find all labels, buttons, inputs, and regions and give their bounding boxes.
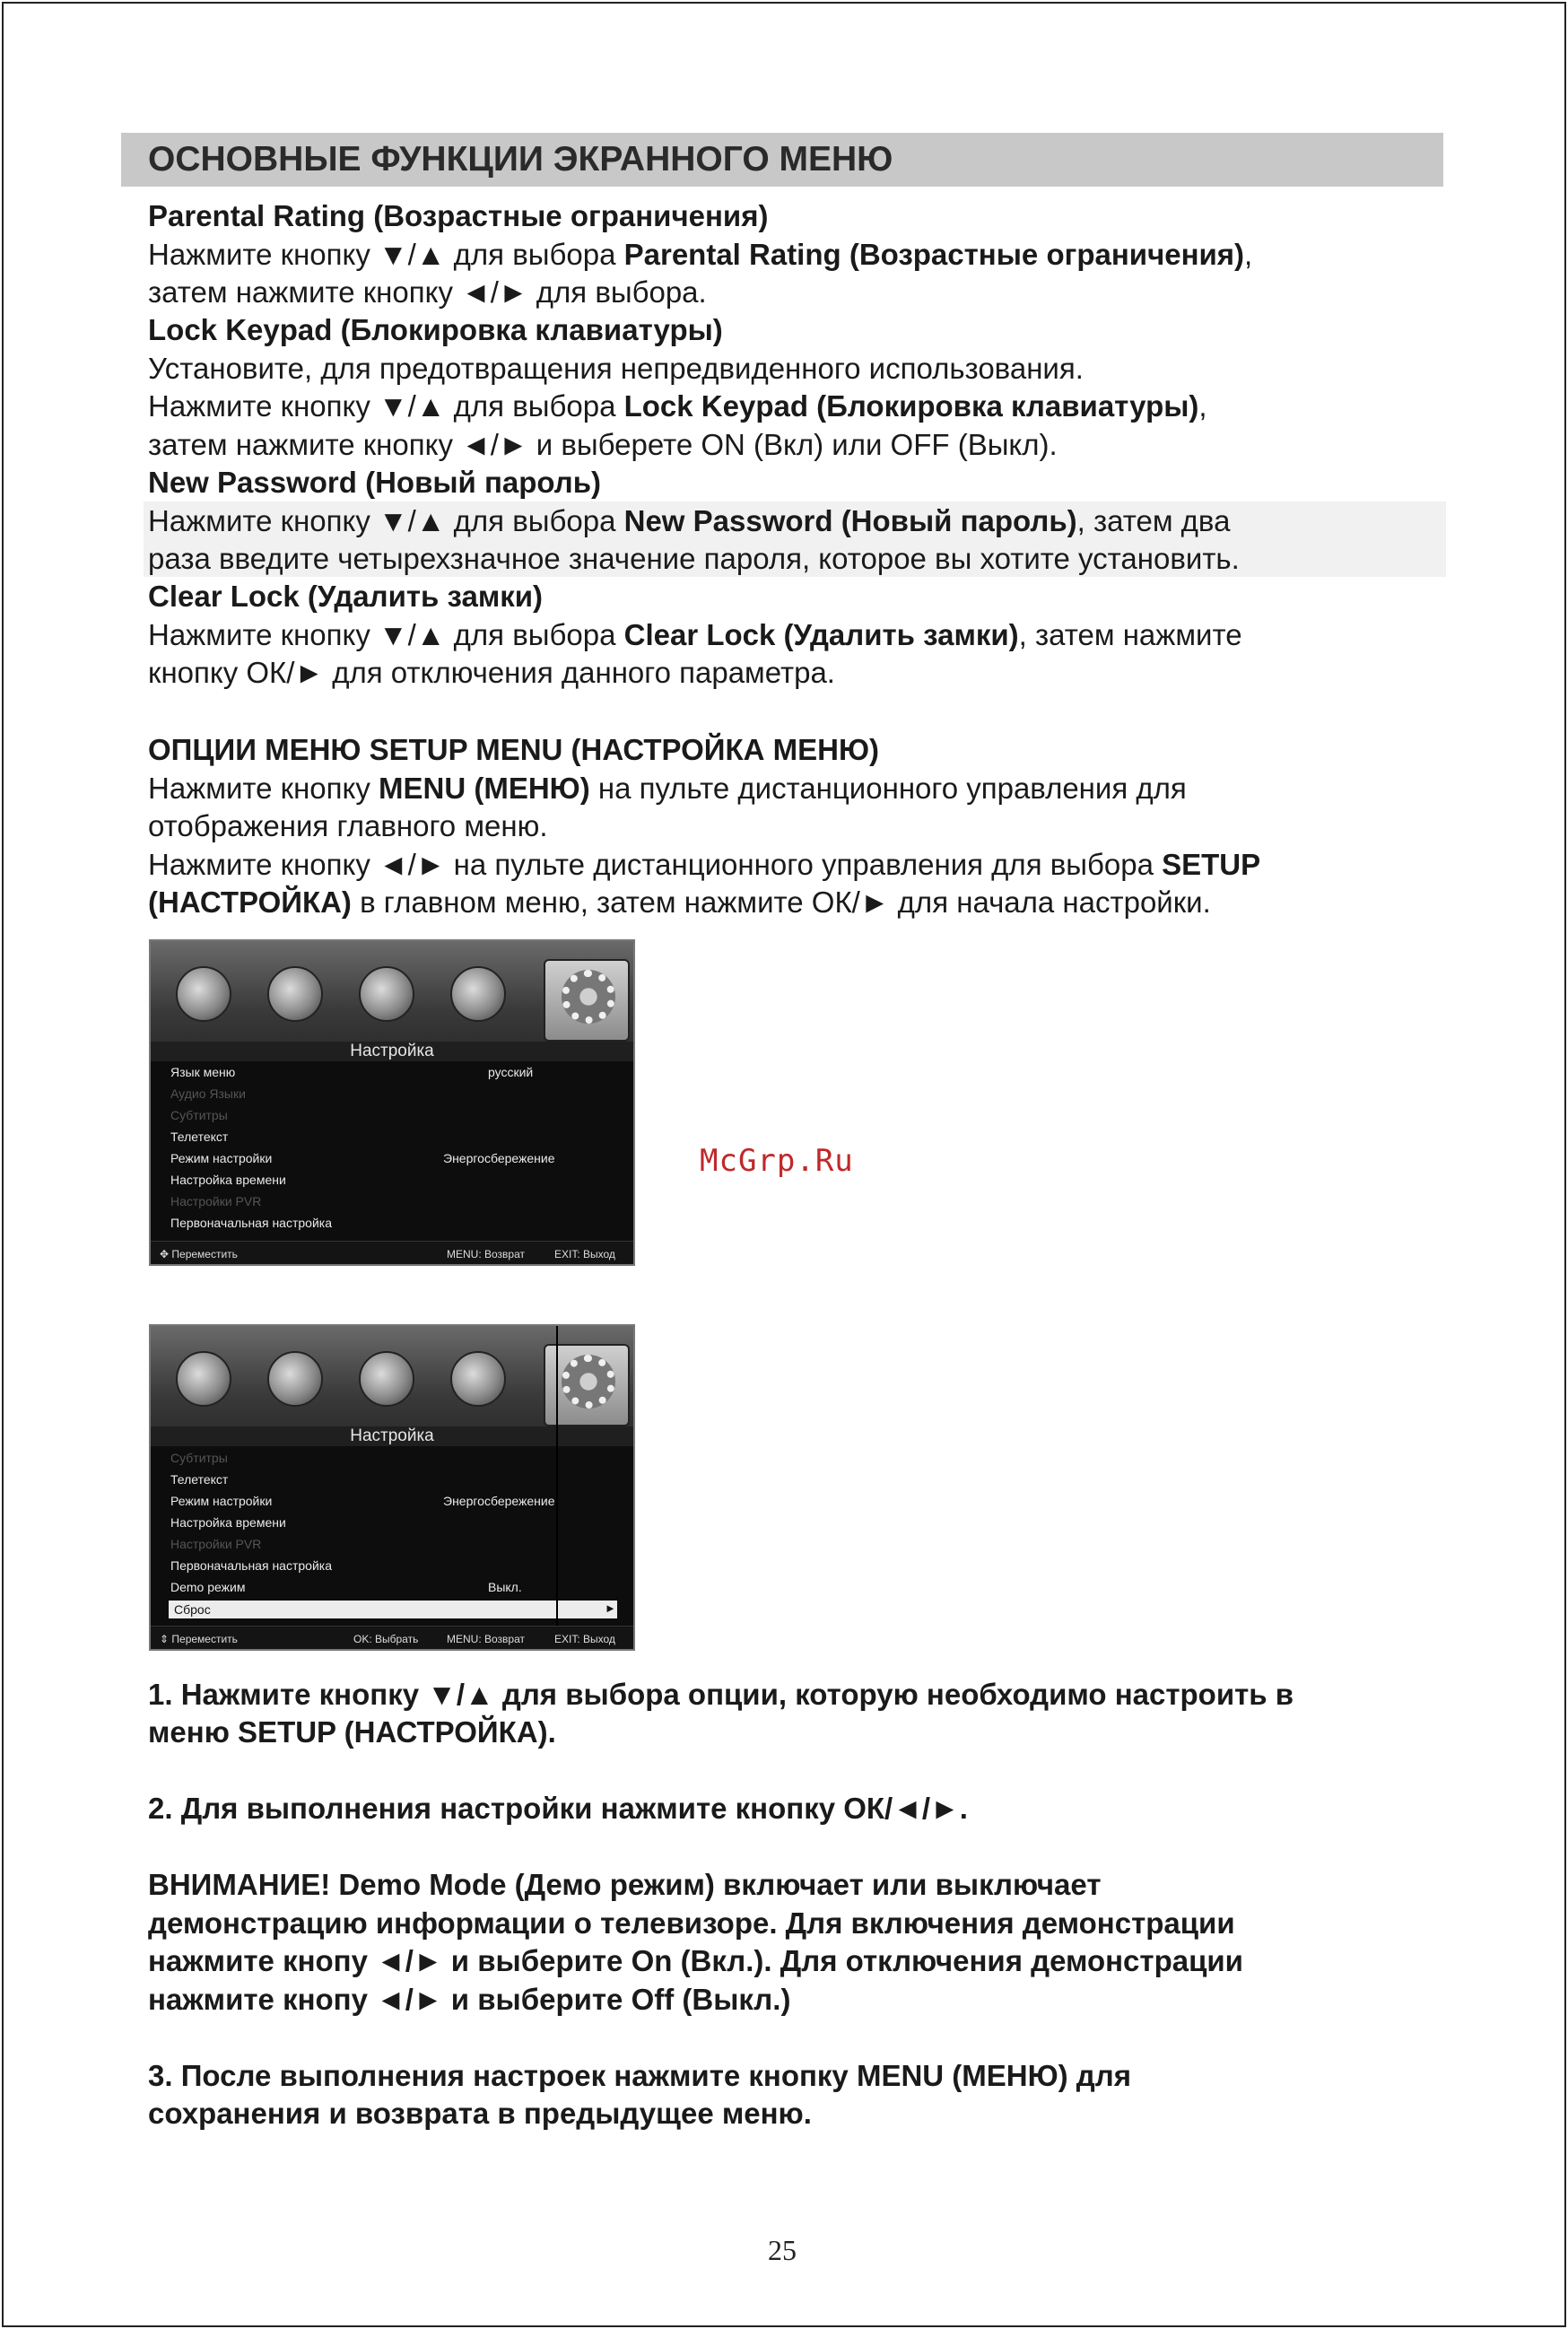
tv-menu-item: Настройка времени [170, 1173, 286, 1187]
tv-menu-item: Настройки PVR [170, 1537, 262, 1551]
tv-menu-item: Режим настройки [170, 1151, 273, 1165]
tv-footer-exit: EXIT: Выход [554, 1248, 615, 1260]
lock-keypad-line-1: Установите, для предотвращения непредвиденного использования. [148, 352, 1084, 385]
tv-menu-item: Режим настройки [170, 1494, 273, 1508]
tv-menu-value: Выкл. [488, 1580, 522, 1594]
tv-menu-item: Demo режим [170, 1580, 246, 1594]
chevron-right-icon: ► [605, 1601, 616, 1615]
clear-lock-line-2: кнопку ОК/► для отключения данного параметра. [148, 656, 835, 689]
step-3-line-1: 3. После выполнения настроек нажмите кнопку MENU (МЕНЮ) для [148, 2059, 1131, 2092]
tv-footer [151, 1626, 633, 1649]
picture-icon [176, 966, 231, 1022]
step-3-line-2: сохранения и возврата в предыдущее меню. [148, 2097, 812, 2130]
new-password-line-1: Нажмите кнопку ▼/▲ для выбора New Password (Новый пароль), затем два [148, 504, 1231, 537]
page-number: 25 [768, 2234, 797, 2266]
channel-icon [359, 966, 414, 1022]
setup-line-2: отображения главного меню. [148, 809, 548, 842]
new-password-line-2: раза введите четырехзначное значение пароля, которое вы хотите установить. [148, 542, 1240, 575]
tv-menu-screenshot-2 [149, 1324, 635, 1651]
tv-menu-value: Энергосбережение [443, 1151, 555, 1165]
tv-menu-item: Субтитры [170, 1108, 228, 1122]
tv-menu-item: Телетекст [170, 1130, 229, 1144]
tv-menu-screenshot-1 [149, 939, 635, 1266]
tv-menu-title: Настройка [350, 1042, 434, 1060]
warning-line-2: демонстрацию информации о телевизоре. Для включения демонстрации [148, 1906, 1235, 1940]
tv-footer-ok: OK: Выбрать [353, 1633, 419, 1645]
tv-menu-item: Настройка времени [170, 1515, 286, 1530]
tv-footer-menu: MENU: Возврат [447, 1633, 525, 1645]
tv-footer [151, 1241, 633, 1264]
gear-icon [562, 1355, 615, 1409]
tv-menu-value: Энергосбережение [443, 1494, 555, 1508]
gear-icon [562, 970, 615, 1024]
parental-line-1: Нажмите кнопку ▼/▲ для выбора Parental Rating (Возрастные ограничения), [148, 238, 1253, 271]
clear-lock-heading: Clear Lock (Удалить замки) [148, 580, 544, 613]
lock-keypad-line-2: Нажмите кнопку ▼/▲ для выбора Lock Keypad (Блокировка клавиатуры), [148, 389, 1207, 423]
setup-line-1: Нажмите кнопку MENU (МЕНЮ) на пульте дистанционного управления для [148, 772, 1187, 805]
parental-heading: Parental Rating (Возрастные ограничения) [148, 199, 769, 232]
new-password-heading: New Password (Новый пароль) [148, 466, 602, 499]
tv-menu-item: Субтитры [170, 1451, 228, 1465]
step-1-line-1: 1. Нажмите кнопку ▼/▲ для выбора опции, которую необходимо настроить в [148, 1678, 1294, 1711]
page-title: ОСНОВНЫЕ ФУНКЦИИ ЭКРАННОГО МЕНЮ [148, 140, 893, 179]
clear-lock-line-1: Нажмите кнопку ▼/▲ для выбора Clear Lock (Удалить замки), затем нажмите [148, 618, 1242, 651]
sound-icon [267, 966, 323, 1022]
tv-menu-item: Аудио Языки [170, 1086, 246, 1101]
tv-selected-row [169, 1601, 617, 1618]
watermark: McGrp.Ru [700, 1143, 854, 1179]
lock-keypad-line-3: затем нажмите кнопку ◄/► и выберете ON (Вкл) или OFF (Выкл). [148, 428, 1058, 461]
warning-line-4: нажмите кнопу ◄/► и выберите Off (Выкл.) [148, 1983, 791, 2016]
tv-footer-menu: MENU: Возврат [447, 1248, 525, 1260]
channel-icon [359, 1351, 414, 1407]
setup-gear-tile [544, 959, 630, 1042]
sound-icon [267, 1351, 323, 1407]
tv-icon-strip [151, 1326, 633, 1441]
lock-icon [450, 1351, 506, 1407]
tv-footer-move: ⇕ Переместить [160, 1633, 238, 1645]
tv-icon-strip [151, 941, 633, 1056]
tv-footer-exit: EXIT: Выход [554, 1633, 615, 1645]
tv-menu-value: русский [488, 1065, 534, 1079]
warning-line-3: нажмите кнопу ◄/► и выберите On (Вкл.). Для отключения демонстрации [148, 1944, 1243, 1977]
tv-menu-item: Первоначальная настройка [170, 1216, 332, 1230]
tv-menu-title: Настройка [350, 1426, 434, 1445]
lock-icon [450, 966, 506, 1022]
step-2: 2. Для выполнения настройки нажмите кнопку ОК/◄/►. [148, 1792, 968, 1825]
warning-line-1: ВНИМАНИЕ! Demo Mode (Демо режим) включает или выключает [148, 1868, 1102, 1901]
tv-menu-item: Первоначальная настройка [170, 1558, 332, 1573]
setup-heading: ОПЦИИ МЕНЮ SETUP MENU (НАСТРОЙКА МЕНЮ) [148, 733, 880, 766]
picture-icon [176, 1351, 231, 1407]
tv-selected-label: Сброс [174, 1602, 211, 1617]
setup-line-4: (НАСТРОЙКА) в главном меню, затем нажмите ОК/► для начала настройки. [148, 885, 1211, 919]
tv-divider [556, 1326, 558, 1649]
tv-menu-item: Настройки PVR [170, 1194, 262, 1208]
setup-line-3: Нажмите кнопку ◄/► на пульте дистанционного управления для выбора SETUP [148, 848, 1261, 881]
tv-footer-move: ✥ Переместить [160, 1248, 238, 1260]
tv-menu-item: Телетекст [170, 1472, 229, 1487]
tv-menu-item: Язык меню [170, 1065, 236, 1079]
step-1-line-2: меню SETUP (НАСТРОЙКА). [148, 1715, 556, 1749]
lock-keypad-heading: Lock Keypad (Блокировка клавиатуры) [148, 313, 723, 346]
parental-line-2: затем нажмите кнопку ◄/► для выбора. [148, 275, 707, 309]
